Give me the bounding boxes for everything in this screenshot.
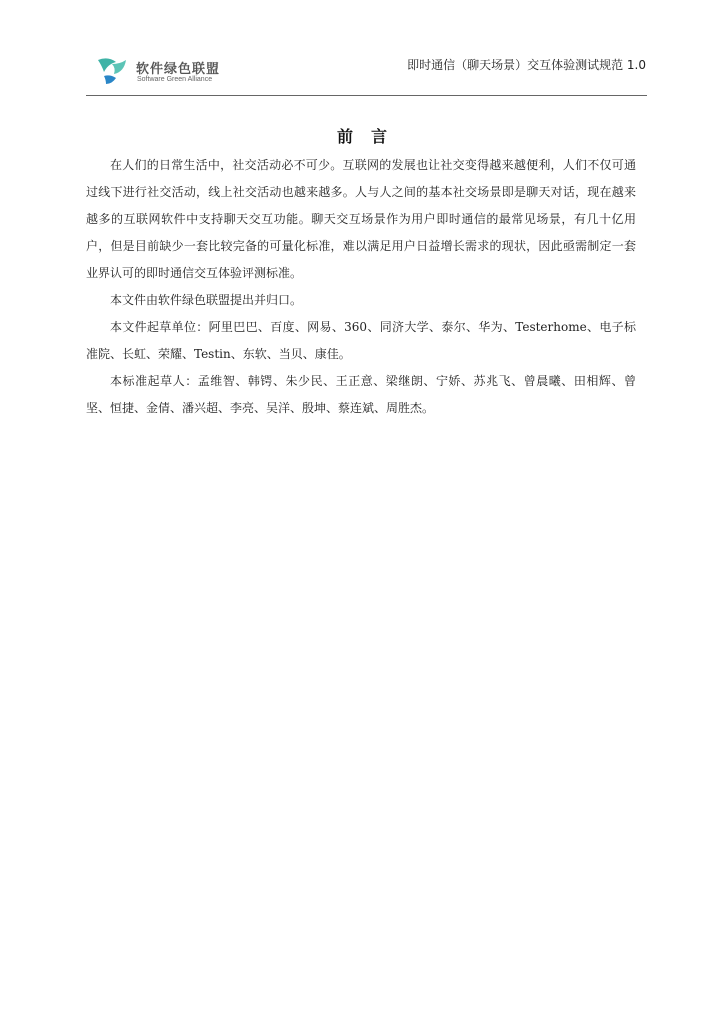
preface-paragraph: 在人们的日常生活中，社交活动必不可少。互联网的发展也让社交变得越来越便利，人们不仅可通过线下进行社交活动，线上社交活动也越来越多。人与人之间的基本社交场景即是聊天对话，现在越来越多的互联网软件中支持聊天交互功能。聊天交互场景作为用户即时通信的最常见场景，有几十亿用户，但是目前缺少一套比较完备的可量化标准，难以满足用户日益增长需求的现状，因此亟需制定一套业界认可的即时通信交互体验评测标准。: [86, 158, 636, 280]
header-divider: [86, 95, 647, 96]
alliance-logo: [94, 52, 234, 88]
document-title: 即时通信（聊天场景）交互体验测试规范 1.0: [407, 58, 646, 72]
logo-english-name: Software Green Alliance: [137, 76, 213, 83]
page-header: [86, 48, 646, 94]
logo-chinese-name: 软件绿色联盟: [136, 62, 221, 77]
preface-paragraph: 本文件起草单位：阿里巴巴、百度、网易、360、同济大学、泰尔、华为、Testerhome、电子标准院、长虹、荣耀、Testin、东软、当贝、康佳。: [86, 320, 636, 361]
preface-body: [86, 152, 636, 422]
preface-paragraph: 本文件由软件绿色联盟提出并归口。: [110, 293, 303, 307]
preface-heading: 前言: [336, 127, 405, 146]
preface-paragraph: 本标准起草人：孟维智、韩锷、朱少民、王正意、梁继朗、宁娇、苏兆飞、曾晨曦、田相辉、曾坚、恒捷、金倩、潘兴超、李亮、吴洋、殷坤、蔡连斌、周胜杰。: [86, 374, 636, 415]
alliance-logo-icon: [94, 54, 130, 86]
